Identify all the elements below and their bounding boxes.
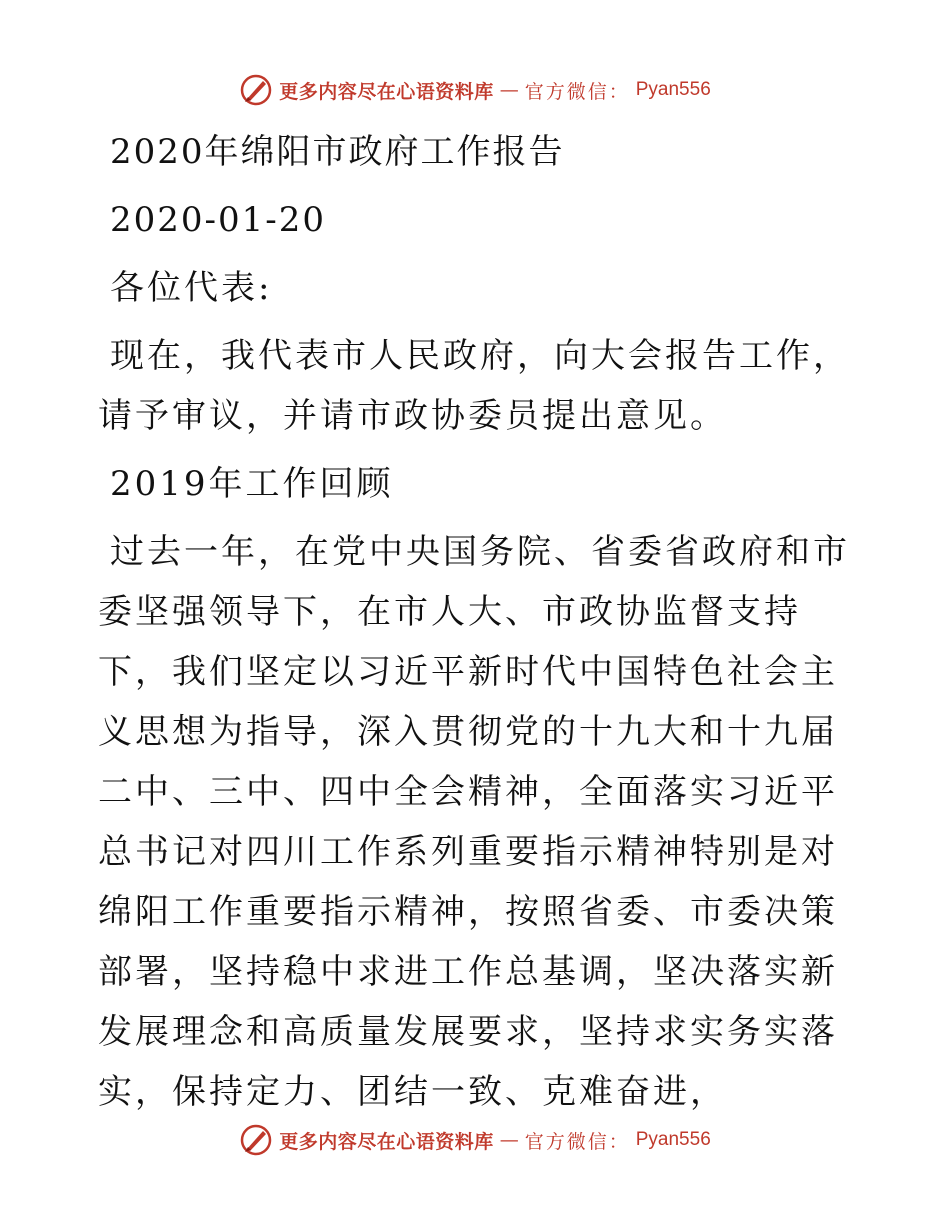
salutation: 各位代表: [110,268,273,308]
header-watermark [0,70,950,110]
wechat-label: 官方微信： [524,1130,630,1153]
wechat-id: Pyan556 [635,79,711,100]
paragraph: 现在，我代表市人民政府，向大会报告工作，请予审议，并请市政协委员提出意见。 [98,336,850,436]
document-body [98,122,858,1130]
brand-text: 更多内容尽在心语资料库 [279,1130,494,1153]
separator: — [499,1129,519,1151]
paragraph: 过去一年，在党中央国务院、省委省政府和市委坚强领导下，在市人大、市政协监督支持下，我们坚定以习近平新时代中国特色社会主义思想为指导，深入贯彻党的十九大和十九届二中、三中、四中全会精神，全面落实习近平总书记对四川工作系列重要指示精神特别是对绵阳工作重要指示精神，按照省委、市委决策部署，坚持稳中求进工作总基调，坚决落实新发展理念和高质量发展要求，坚持求实务实落实，保持定力、团结一致、克难奋进， [98,532,850,1112]
wechat-label: 官方微信： [524,80,630,103]
separator: — [499,79,519,101]
document-date: 2020-01-20 [110,200,327,240]
quill-logo-icon [239,1123,273,1157]
quill-logo-icon [239,73,273,107]
brand-text: 更多内容尽在心语资料库 [279,80,494,103]
section-heading: 2019年工作回顾 [110,464,394,504]
wechat-id: Pyan556 [635,1129,711,1150]
document-title: 2020年绵阳市政府工作报告 [110,132,565,172]
footer-watermark [0,1120,950,1160]
